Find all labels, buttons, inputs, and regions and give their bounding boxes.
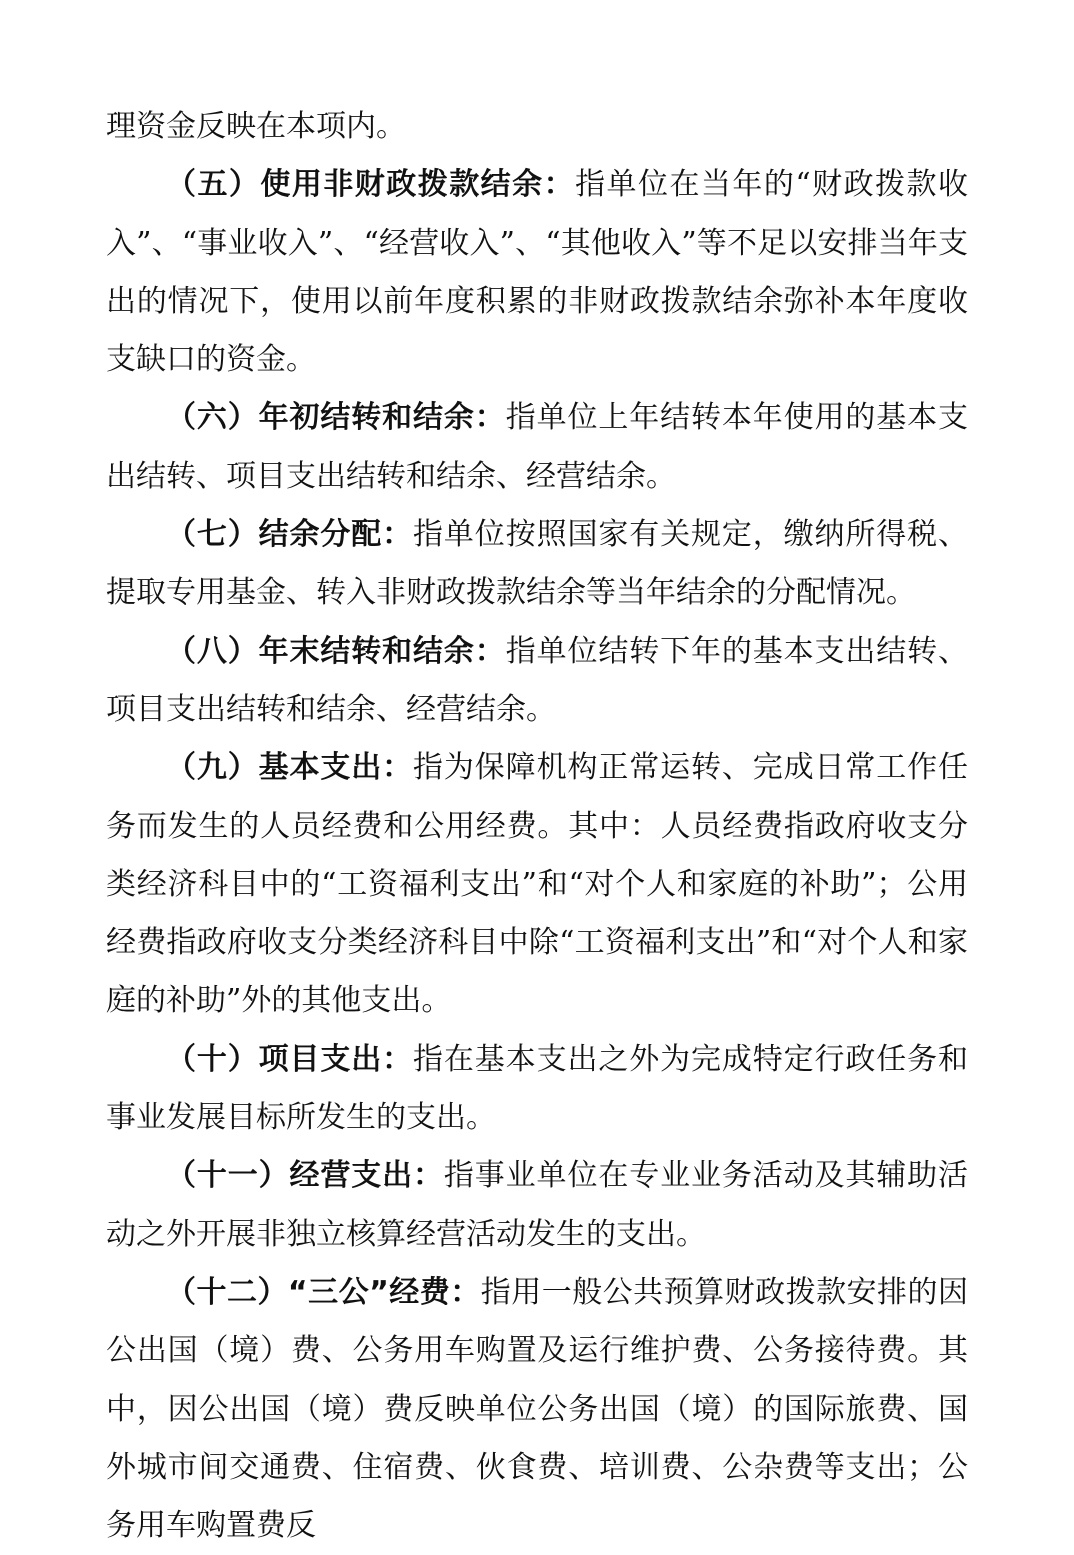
paragraph-text: 指用一般公共预算财政拨款安排的因公出国（境）费、公务用车购置及运行维护费、公务接待费。其中，因公出国（境）费反映单位公务出国（境）的国际旅费、国外城市间交通费、住宿费、伙食费、培训费、公杂费等支出；公务用车购置费反 <box>106 1274 968 1544</box>
term-heading: （十）项目支出： <box>166 1041 414 1077</box>
term-heading: （八）年末结转和结余： <box>166 633 506 669</box>
document-body <box>106 98 968 1555</box>
paragraph-text: 指单位结转下年的基本支出结转、项目支出结转和结余、经营结余。 <box>106 633 969 727</box>
paragraph-text: 指事业单位在专业业务活动及其辅助活动之外开展非独立核算经营活动发生的支出。 <box>106 1158 969 1252</box>
paragraph-item-8 <box>106 623 968 740</box>
paragraph-item-7 <box>106 506 968 623</box>
paragraph-text: 指单位在当年的“财政拨款收入”、“事业收入”、“经营收入”、“其他收入”等不足以安排当年支出的情况下，使用以前年度积累的非财政拨款结余弥补本年度收支缺口的资金。 <box>106 167 968 378</box>
paragraph-text: 指为保障机构正常运转、完成日常工作任务而发生的人员经费和公用经费。其中：人员经费指政府收支分类经济科目中的“工资福利支出”和“对个人和家庭的补助”；公用经费指政府收支分类经济科目中除“工资福利支出”和“对个人和家庭的补助”外的其他支出。 <box>106 750 969 1019</box>
term-heading: （七）结余分配： <box>166 517 414 553</box>
paragraph-text: 指单位按照国家有关规定，缴纳所得税、提取专用基金、转入非财政拨款结余等当年结余的分配情况。 <box>106 517 969 611</box>
paragraph-item-5 <box>106 156 968 389</box>
term-heading: （九）基本支出： <box>166 750 414 786</box>
paragraph-item-9 <box>106 739 968 1030</box>
paragraph-item-10 <box>106 1031 968 1148</box>
term-heading: （十一）经营支出： <box>166 1158 444 1194</box>
term-heading: （五）使用非财政拨款结余： <box>166 167 576 203</box>
paragraph-continuation <box>106 98 968 156</box>
paragraph-text: 理资金反映在本项内。 <box>106 109 406 144</box>
paragraph-item-12 <box>106 1264 968 1555</box>
paragraph-text: 指在基本支出之外为完成特定行政任务和事业发展目标所发生的支出。 <box>106 1041 969 1136</box>
paragraph-text: 指单位上年结转本年使用的基本支出结转、项目支出结转和结余、经营结余。 <box>106 400 969 494</box>
paragraph-item-11 <box>106 1147 968 1264</box>
term-heading: （六）年初结转和结余： <box>166 400 506 436</box>
term-heading: （十二）“三公”经费： <box>166 1274 481 1310</box>
paragraph-item-6 <box>106 389 968 506</box>
